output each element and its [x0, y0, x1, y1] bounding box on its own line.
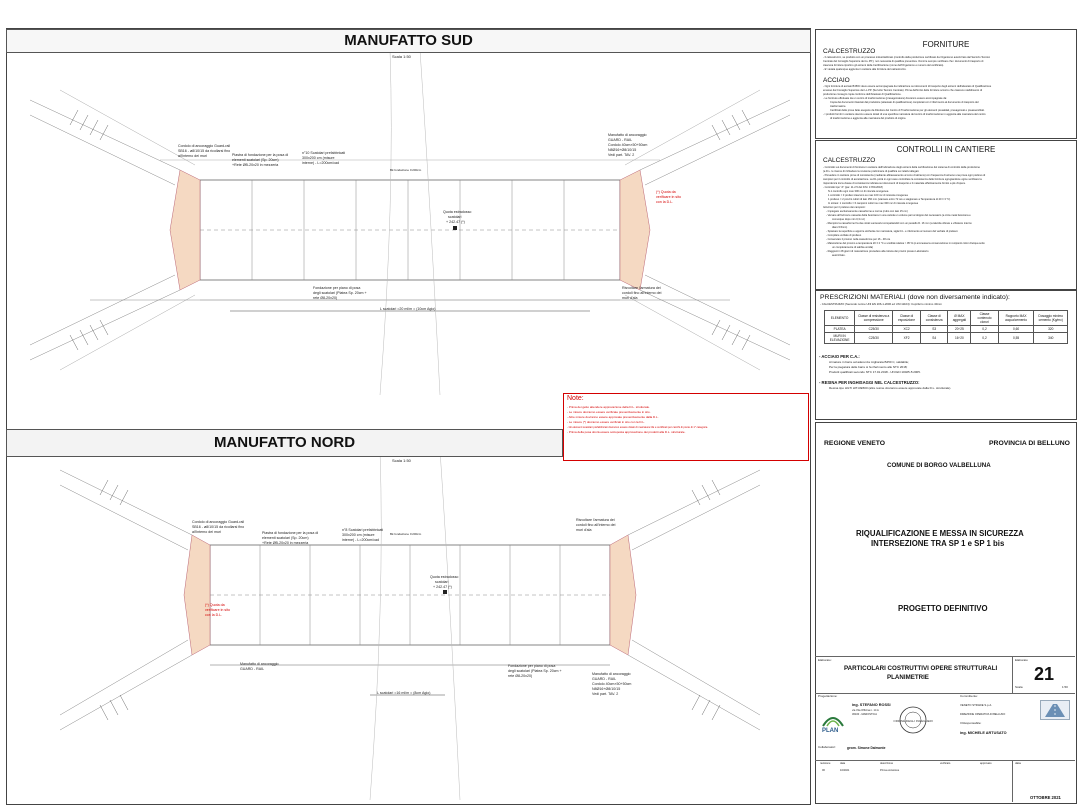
forniture-calc-4: - E' vietata qualunque aggiunta in cantiere alla fornitura del calcestruzzo.	[823, 68, 907, 71]
controlli-line-16: diam<15mm)	[832, 226, 848, 229]
south-annot-fondazione-2: degli scatolari (Platea Sp. 20cm +	[313, 291, 367, 295]
materials-cell: 0,55	[998, 333, 1034, 344]
south-annot-manufatto-1: Manufatto di ancoraggio	[608, 133, 647, 137]
rev-header: descrizione	[880, 762, 894, 765]
south-annot-cordolo-3: all'interno dei muri	[178, 154, 208, 158]
resina-line-1: Resina tipo HILTI HIT-RE500 (altre resine dovranno essere approvate dalla D.L. strutturale).	[829, 386, 952, 390]
north-annot-cordolo-1: Cordolo di ancoraggio Guard-rail	[192, 520, 245, 524]
sheet-number-label: Elaborato	[1015, 658, 1028, 662]
north-annot-verify-3: con la D.L.	[205, 613, 223, 617]
resina-title: - RESINA PER INGHISAGGI NEL CALCESTRUZZO:	[819, 380, 920, 385]
north-annot-fondazione-1: Fondazione per piano di posa	[508, 664, 556, 668]
controlli-line-19: - Conservare il provino nella casseforme per 16 - 48 ore	[826, 238, 891, 241]
controlli-panel	[815, 140, 1077, 290]
notes-box	[563, 393, 809, 461]
south-annot-piastra-2: elementi scatolari (Sp. 20cm)	[232, 158, 279, 162]
forniture-title: FORNITURE	[922, 40, 970, 49]
north-scale: Scala 1:50	[392, 458, 411, 463]
north-annot-fondazione-2: degli scatolari (Platea Sp. 20cm +	[508, 669, 562, 673]
forniture-acc-3: produzione consegni copia conforme dell'Attestato di Qualificazione.	[823, 93, 902, 96]
note-line-3: - Altre misure dovranno essere approvate preventivamente dalla D.L.	[567, 415, 659, 419]
scale-label: Scala	[1015, 685, 1023, 689]
controlli-line-13: - Versare all'incirca le cassette della betoniera in una cariola un volume pari al doppio del necessario (a circa metà betoniera e	[826, 214, 971, 217]
south-annot-scatolari-3: interne) - L=200cm/cad	[302, 161, 340, 165]
controlli-line-20: - Maturazione del provino a temperatura 20 ± 2 °C e umidità relativa > 95 % (è ammessa la conservazione in recipienti colmi d'acqua sotto	[826, 242, 985, 245]
titleblock-divider	[815, 760, 1075, 761]
note-line-1: - Prima dei getto attendere approvazione della D.L. strutturale.	[567, 405, 650, 409]
north-annot-verify-1: (*) Quota da	[205, 603, 225, 607]
titleblock-divider	[815, 656, 1075, 657]
north-annot-cordolo40-3: Vedi part. TAV. 2	[592, 692, 619, 696]
south-annot-risvoltare-1: Risvoltare l'armatura dei	[622, 286, 661, 290]
controlli-line-22: - Raggiunti i 28 giorni di maturazione procedere alla rottura dei provini presso Laboratorio	[826, 250, 929, 253]
acciaio-title: - ACCIAIO PER C.A.:	[819, 354, 860, 359]
materials-cell: C25/30	[855, 333, 893, 344]
forniture-acc-8: - I prodotti forniti in cantiere devono essere dotati di una specifica marcatura del centro di trasformazione in aggiunta alla marcatura del centro	[823, 113, 986, 116]
north-annot-risvoltare-3: muri d'ala	[576, 528, 592, 532]
south-annot-cordolo40-2: N8Ø16+Ø8/10/15	[608, 148, 637, 152]
rev-header: data	[840, 762, 846, 765]
forniture-calc-2: Centrale del Consiglio Superiore dei LL.PP.), non necessita di qualifica preventiva. Occorre sempre verificare che i documenti di trasporto di	[823, 60, 984, 63]
north-annot-cordolo40-1: Cordolo 40cm×50+50cm	[592, 682, 632, 686]
sheet-number: 21	[1034, 664, 1055, 684]
north-annot-manufatto2-2: GUARD - RAIL	[592, 677, 617, 681]
materials-cell: XF2	[893, 333, 921, 344]
north-annot-cordolo40-2: N8Ø16+Ø8/10/15	[592, 687, 621, 691]
controlli-line-6: - Controllo tipo "A" (par. 11.2.5 del D.M. 17/01/2018)	[823, 186, 883, 189]
controlli-line-8: 1 controllo = 3 prelievi ciascuno su max 100 mc di miscela omogenea	[828, 194, 908, 197]
acciaio-line-1: Armature in barre ad aderenza migliorata B450 C, saldabile;	[829, 360, 909, 364]
note-line-6: - Prima della posa dovrà essere sottoposta approvazione dei prodotti alla D.L. strutturale.	[567, 430, 686, 434]
collaboratori-label: Collaboratori:	[818, 745, 836, 749]
prescrizioni-subtitle: - CALCESTRUZZO (Secondo norme UNI EN 206-1-2006 ed UNI 11104): Copriferro minimo 40mm	[820, 302, 942, 306]
south-annot-bk-fondazione: Bk fondazione l=200cm	[390, 168, 422, 172]
controlli-title: CONTROLLI IN CANTIERE	[896, 145, 996, 154]
materials-header: Classe di consistenza	[920, 311, 948, 326]
materials-cell: 20÷25	[948, 326, 971, 333]
south-annot-cordolo40-3: Vedi part. TAV. 2	[608, 153, 635, 157]
materials-header-row	[825, 311, 1068, 326]
date-value: OTTOBRE 2021	[1030, 795, 1061, 800]
materials-table	[824, 310, 1068, 344]
materials-cell: 16÷20	[948, 333, 971, 344]
materials-header: Dosaggio minimo cemento (Kg/mc)	[1034, 311, 1068, 326]
forniture-calc-1: - Il calcestruzzo, se prodotto con un processo industrializzato (controllo della produzione certificato da Organismo autorizzato dal Servizio Tecnico	[823, 56, 991, 59]
forniture-calc-title: CALCESTRUZZO	[823, 48, 876, 55]
north-annot-manufatto-1: Manufatto di ancoraggio	[240, 662, 279, 666]
rev-header: verificato	[940, 762, 951, 765]
materials-cell: 320	[1034, 326, 1068, 333]
north-annot-risvoltare-2: cordoli fino all'interno dei	[576, 523, 616, 527]
south-annot-piastra-3: +Rete ØB-20x20 in mezzeria	[232, 163, 279, 167]
south-annot-cordolo40-1: Cordolo 40cm×50+50cm	[608, 143, 648, 147]
north-annot-cordolo-2: SB16 - ø8/10/15 da ricollarsi fino	[192, 525, 245, 529]
north-annot-quota-2: scatolari	[435, 580, 449, 584]
note-line-2: - Le misure dovranno essere verificate preventivamente in sito.	[567, 410, 651, 414]
note-line-5: - Gli elementi scatolari prefabbricati dovranno essere dotati di marcatura CE e certificati per carichi di ponte di 1° categoria	[567, 426, 708, 429]
acciaio-line-3: Prodotti qualificati secondo NTC 17.01.2018 - UNI EN 10025-5:2005.	[829, 370, 921, 374]
north-annot-risvoltare-1: Risvoltare l'armatura dei	[576, 518, 615, 522]
materials-cell: 0,2	[971, 326, 998, 333]
north-annot-scatolari-1: n°8 Scatolari prefabbricati	[342, 528, 384, 532]
south-annot-risvoltare-2: cordoli fino all'interno dei	[622, 291, 662, 295]
controlli-line-14: comunque dopo min 0,3 mc)	[832, 218, 865, 221]
road-icon	[1041, 701, 1069, 719]
scale-value: 1:50	[1062, 685, 1068, 689]
materials-cell: PLATEA	[825, 326, 855, 333]
table-row	[825, 326, 1068, 333]
seal-text: ORDINE DEGLI INGEGNERI	[893, 719, 933, 723]
north-annot-cordolo-3: all'interno dei muri	[192, 530, 222, 534]
veneto-strade-logo	[1040, 700, 1070, 720]
south-title-bar	[6, 29, 811, 53]
south-annot-cordolo-2: SB16 - ø8/10/15 da ricollarsi fino	[178, 149, 231, 153]
north-annot-piastra-3: +Rete ØB-20x20 in mezzeria	[262, 541, 309, 545]
rev-header: revisione	[820, 762, 831, 765]
controlli-calc-title: CALCESTRUZZO	[823, 157, 876, 164]
project-phase: PROGETTO DEFINITIVO	[898, 604, 988, 613]
notes-title: Note:	[567, 395, 584, 402]
south-annot-scatolari-1: n°10 Scatolari prefabbricati	[302, 151, 346, 155]
south-annot-scatolari-2: 300x200 cm (misure	[302, 156, 335, 160]
north-annot-manufatto-2: GUARD - RAIL	[240, 667, 265, 671]
designer-name: ing. STEFANO ROSSI	[852, 703, 891, 707]
controlli-line-15: - Riempire la casseforme fra due strati successivi compattandoli con un pestello D. 16 mm (a talvolta vibrare e vibratore interno	[826, 222, 972, 225]
note-line-4: - Le misure (*) dovranno essere verificati in sito con la D.L.	[567, 420, 645, 424]
forniture-panel	[815, 29, 1077, 139]
controlli-line-5: rispondenza tra la classe di consistenza indicata sui documenti di trasporto e il materiale effettivamente fornito a piè d'opera.	[823, 182, 966, 185]
materials-cell: S4	[920, 333, 948, 344]
province-label: PROVINCIA DI BELLUNO	[989, 440, 1070, 447]
forniture-calc-3: ciascuna fornitura riportino gli estremi della Certificazione (nome dell'Organismo e numero del certificato).	[823, 64, 945, 67]
north-title-bar	[6, 429, 563, 457]
materials-cell: 0,2	[971, 333, 998, 344]
sheet-number-divider	[1012, 656, 1013, 694]
project-title-line-2: INTERSEZIONE TRA SP 1 e SP 1 bis	[871, 539, 1005, 548]
controlli-line-2: (a D.L. le riserve di richiedere la revisione preliminare di qualifica sui relativi allegati.	[823, 170, 920, 173]
materials-cell: MURI IN ELEVAZIONE	[825, 333, 855, 344]
controlli-line-4: campioni per il controllo di accettazione. La DL potrà in ogni caso controllare la consistenza delle forniture sgrugiandone ogine verificare la	[823, 178, 982, 181]
materials-cell: XC2	[893, 326, 921, 333]
project-title-line-1: RIQUALIFICAZIONE E MESSA IN SICUREZZA	[856, 529, 1024, 538]
responsabile-name: ing. MICHELE ARTUSATO	[960, 731, 1007, 735]
acciaio-line-2: Per la piegatura delle barre si fa riferimento alle NTC 2018;	[829, 365, 908, 369]
responsabile-label: Il Responsabile:	[960, 721, 982, 725]
titleblock-divider	[815, 693, 1075, 694]
forniture-acc-4: - Le forniture effettuate da un centro di trasformazione (presagomatura) dovranno essere accompagnate da:	[823, 97, 947, 100]
forniture-acc-5: Copia dei documenti rilasciati dal produttore (attestato di qualificazione) completati con il riferimento al documento di trasporto del	[830, 101, 979, 104]
south-title: MANUFATTO SUD	[344, 32, 473, 49]
north-annot-bk-fondazione: Bk fondazione l=200cm	[390, 532, 422, 536]
controlli-line-3: - Prevedere in cantiere prove di consistenza (mediante abbassamento al cono di abrams) con frequenza di almeno una prova ogni prelievo di	[823, 174, 986, 177]
south-annot-lscatolari: L scatolari =20 ml/m = (10cm Agio)	[380, 307, 436, 311]
rev-header: approvato	[980, 762, 992, 765]
rev-cell: 10/2021	[840, 769, 850, 772]
materials-cell: C25/30	[855, 326, 893, 333]
forniture-acc-6: trasformatore.	[830, 105, 847, 108]
rev-cell: Prima emissione	[880, 769, 900, 772]
engineer-seal	[893, 705, 933, 735]
controlli-line-18: - Compilare verbale di prelievo	[826, 234, 862, 237]
south-annot-cordolo-1: Cordolo di ancoraggio Guard-rail	[178, 144, 231, 148]
north-annot-manufatto2-1: Manufatto di ancoraggio	[592, 672, 631, 676]
elab-label: Elaborato:	[818, 658, 832, 662]
progettazione-label: Progettazione:	[818, 694, 838, 698]
south-annot-fondazione-3: rete Ø8-20x20)	[313, 296, 338, 300]
materials-cell: S3	[920, 326, 948, 333]
materials-cell: 0,60	[998, 326, 1034, 333]
north-annot-lscatolari: L scatolari =16 ml/m = (8cm Agio)	[377, 691, 431, 695]
controlli-line-7: N.1 controllo ogni max 300 mc di miscela omogenea	[828, 190, 889, 193]
table-row	[825, 333, 1068, 344]
materials-header: Ø MAX aggregati	[948, 311, 971, 326]
controlli-line-23: autorizzato.	[832, 254, 846, 257]
south-annot-piastra-1: Piastra di fondazione per la posa di	[232, 153, 289, 157]
forniture-acc-1: - Ogni fornitura di acciaio B450C deve essere accompagnata da indicazione sui documenti di trasporto degli estremi dell'attestato di Qualificazione	[823, 85, 992, 88]
committente-name: VENETO STRADE S.p.A.	[960, 703, 992, 707]
comune-label: COMUNE DI BORGO VALBELLUNA	[887, 462, 991, 469]
south-annot-quota-1: Quota estradosso	[443, 210, 472, 214]
materials-header: Classe contenuto cloruri	[971, 311, 998, 326]
elab-title-line-1: PARTICOLARI COSTRUTTIVI OPERE STRUTTURALI	[844, 665, 998, 672]
controlli-line-11: Istruzioni per il prelievo dei campioni:	[823, 206, 866, 209]
forniture-acc-2: emesso dal Consiglio Superiore dei LL.PP. (Servizio Tecnico Centrale). Prima dell'inizio delle forniture occorre che ciascuno stabilimento di	[823, 89, 982, 92]
plan-logo-text: PLAN	[822, 728, 839, 734]
forniture-acc-9: di trasformazione e aggiunta alla marcatura del prodotto di origine.	[830, 117, 907, 120]
materials-cell: 340	[1034, 333, 1068, 344]
north-annot-fondazione-3: rete Ø8-20x20)	[508, 674, 533, 678]
materials-header: Rapporto MAX acqua/cemento	[998, 311, 1034, 326]
date-label: data	[1015, 761, 1021, 765]
date-divider	[1012, 760, 1013, 802]
south-annot-verify-1: (*) Quota da	[656, 190, 676, 194]
collaboratori-name: geom. Simone Dalmonte	[847, 746, 886, 750]
north-annot-scatolari-3: interne) - L=200cm/cad	[342, 538, 380, 542]
south-annot-quota-2: scatolari	[448, 215, 462, 219]
forniture-acc-7: Certificati delle prove fatte eseguire da Direttore del Centro di Trasformazione per gli elementi presaldati, presagomati e preassemblati.	[830, 109, 985, 112]
forniture-acc-title: ACCIAIO	[823, 77, 850, 84]
north-title: MANUFATTO NORD	[213, 434, 356, 451]
north-annot-scatolari-2: 300x200 cm (misure	[342, 533, 375, 537]
south-annot-manufatto-2: GUARD - RAIL	[608, 138, 633, 142]
north-annot-piastra-2: elementi scatolari (Sp. 20cm)	[262, 536, 309, 540]
materials-header: Classe di esposizione	[893, 311, 921, 326]
rev-cell: 00	[822, 769, 825, 772]
south-annot-fondazione-1: Fondazione per piano di posa	[313, 286, 361, 290]
controlli-line-12: - Impiegare esclusivamente casseforme a norma (cubo con lato 15 cm)	[826, 210, 908, 213]
elab-title-line-2: PLANIMETRIE	[887, 674, 929, 681]
north-annot-piastra-1: Piastra di fondazione per la posa di	[262, 531, 319, 535]
south-annot-quota-3: + 242.47 (*)	[446, 220, 465, 224]
controlli-line-17: - Spianare la superficie e apporre etichetta con marcatura, sigla D.L. e riferimento al numero del verbale di prelievo	[826, 230, 958, 233]
committente-label: Committente:	[960, 694, 978, 698]
materials-header: ELEMENTO	[825, 311, 855, 326]
direzione-name: DIREZIONE OPERATIVA DI BELLUNO	[960, 713, 1006, 716]
controlli-line-1: - Controllo sui documenti di fornitura in cantiere dell'indicazione degli estremi della certificazione del sistema di controllo della produzione	[823, 166, 980, 169]
south-scale: Scala 1:50	[392, 54, 411, 59]
south-annot-verify-3: con la D.L.	[656, 200, 674, 204]
controlli-line-9: 1 prelievo = 2 provini cubici di lato 150 mm (stamare entro 72 ore e stagionare a Temperatura di 20 ± 3 °C)	[828, 198, 951, 201]
north-annot-verify-2: verificare in sito	[205, 608, 230, 612]
controlli-line-21: un completamente di sabbia umida)	[832, 246, 874, 249]
prescrizioni-title: PRESCRIZIONI MATERIALI (dove non diversamente indicato):	[820, 294, 1010, 301]
plan-logo	[820, 708, 846, 734]
region-label: REGIONE VENETO	[824, 440, 886, 447]
north-annot-quota-1: Quota estradosso	[430, 575, 459, 579]
north-annot-quota-3: + 242.47 (*)	[433, 585, 452, 589]
controlli-line-10: In sintesi: 1 controllo = 6 campioni cubici su max 300 mc di miscela omogenea	[828, 202, 919, 205]
designer-address-1: via Vita Officina n. 14 A	[852, 709, 879, 712]
designer-address-2: 36100 - MAROSTICA	[852, 713, 877, 716]
materials-header: Classe di resistenza a compressione	[855, 311, 893, 326]
south-annot-risvoltare-3: muri d'ala	[622, 296, 638, 300]
south-annot-verify-2: verificare in sito	[656, 195, 681, 199]
